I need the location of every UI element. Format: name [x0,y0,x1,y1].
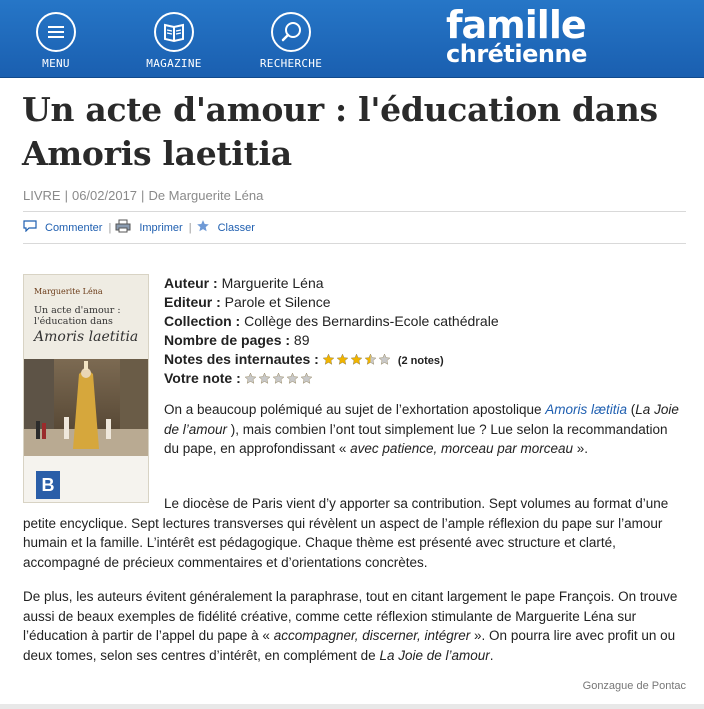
info-collection: Collection : Collège des Bernardins-Ecole cathédrale [164,313,499,329]
cover-title-line1: Un acte d'amour : [34,305,121,316]
paragraph-1: On a beaucoup polémiqué au sujet de l’exhortation apostolique Amoris lætitia (La Joie de l’amour ), mais combien l’ont tout simplement lue ? Lue selon la recommandation du pape, en approfondissant « avec patience, morceau par morceau ». [164,402,679,456]
paragraph-3: De plus, les auteurs évitent généralement la paraphrase, tout en citant largement le pape François. On trouve aussi de beaux exemples de fidélité créative, comme cette réflexion stimulante de Marguerite Léna sur l’éducation à partir de l’appel du pape à « accompagner, discerner, intégrer ». On pourra lire avec profit un ou deux tomes, selon ses centres d’intérêt, en complément de La Joie de l’amour. [23,589,678,663]
search-label: RECHERCHE [259,57,323,70]
site-logo[interactable] [446,3,616,68]
publisher-logo: B [36,471,60,499]
print-icon [115,219,131,236]
rating-star-icon[interactable] [286,372,299,385]
search-icon [271,12,311,52]
comment-label: Commenter [45,221,103,234]
rating-star-icon[interactable] [244,372,257,385]
action-separator: | [108,221,112,234]
page-bottom [0,704,704,709]
divider [23,243,686,244]
menu-icon [36,12,76,52]
rating-star-icon[interactable] [300,372,313,385]
article-byline: De Marguerite Léna [148,188,264,203]
info-editeur: Editeur : Parole et Silence [164,294,331,310]
article-category: LIVRE [23,188,61,203]
amoris-link[interactable]: Amoris lætitia [545,402,628,417]
book-info [164,274,499,388]
notes-stars [322,353,392,366]
rating-star-icon [336,353,349,366]
logo-line1: famille [446,3,586,47]
classer-label: Classer [217,221,255,234]
rating-star-icon [350,353,363,366]
article-date: 06/02/2017 [71,188,138,203]
magazine-button[interactable] [126,12,222,70]
cover-photo [24,359,149,456]
magazine-label: MAGAZINE [146,57,202,70]
book-cover [23,274,149,503]
classer-button[interactable] [196,219,255,236]
print-button[interactable] [115,219,182,236]
page-title: Un acte d'amour : l'éducation dans Amoris laetitia [22,90,658,173]
info-pages: Nombre de pages : 89 [164,332,310,348]
paragraph-2: Le diocèse de Paris vient d’y apporter sa contribution. Sept volumes au format d’une petite encyclique. Sept lectures transverses qui révèlent un aspect de l’ample réflexion du pape sur l’amour humain et la famille. L’intérêt est pédagogique. Chaque thème est présenté avec structure et clarté, accompagné de précieux commentaires et d’orientations concrètes. [23,496,669,570]
cover-title [34,305,121,327]
notes-count: (2 notes) [397,355,444,367]
comment-button[interactable] [23,220,102,235]
rating-star-icon [364,353,377,366]
article-signature: Gonzague de Pontac [582,680,686,692]
article-actions [23,219,255,236]
action-separator: | [188,221,192,234]
rating-star-icon [378,353,391,366]
site-header [0,0,704,78]
logo-line2: chrétienne [446,40,587,68]
star-icon [196,219,210,236]
comment-icon [23,220,37,235]
search-button[interactable] [243,12,339,70]
menu-button[interactable] [8,12,104,70]
print-label: Imprimer [139,221,183,234]
info-auteur: Auteur : Marguerite Léna [164,275,324,291]
info-notes: Notes des internautes : (2 notes) [164,351,444,367]
cover-author: Marguerite Léna [34,287,103,296]
rating-star-icon [322,353,335,366]
book-icon [154,12,194,52]
vote-stars[interactable] [244,372,314,385]
cover-title-line2: l'éducation dans [34,316,113,327]
rating-star-icon[interactable] [272,372,285,385]
cover-title-line3: Amoris laetitia [34,329,139,345]
divider [23,211,686,212]
menu-label: MENU [42,57,70,70]
article-meta: LIVRE | 06/02/2017 | De Marguerite Léna [23,188,264,203]
rating-star-icon[interactable] [258,372,271,385]
info-vote: Votre note : [164,369,499,388]
